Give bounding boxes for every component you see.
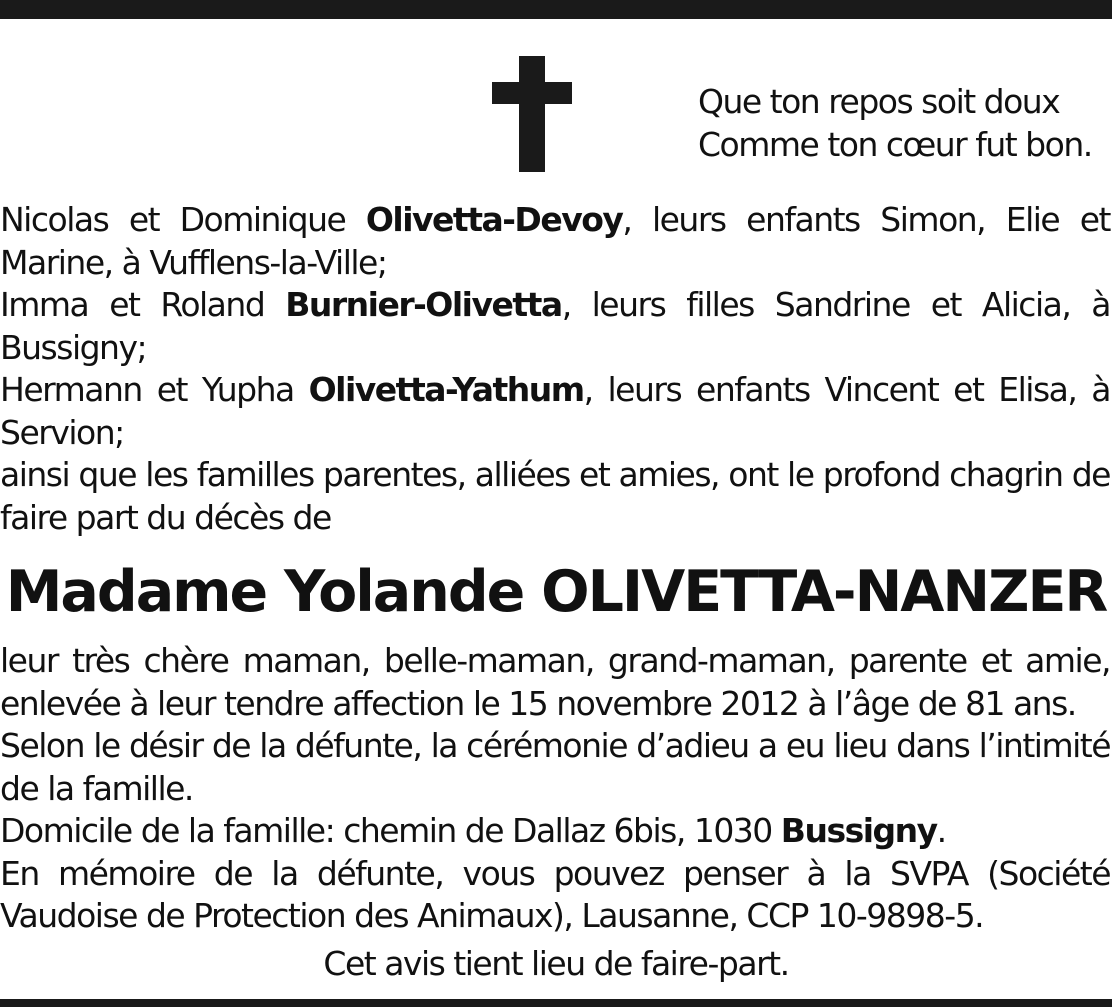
domicile-address: Domicile de la famille: chemin de Dallaz 6bis, 1030: [0, 811, 781, 850]
domicile-town: Bussigny: [780, 811, 937, 850]
top-border: [0, 0, 1112, 19]
family-first-names: Nicolas et Dominique: [0, 200, 366, 239]
family-entry: [0, 369, 1110, 454]
relation-line-2: enlevée à leur tendre affection le 15 novembre 2012 à l’âge de 81 ans.: [0, 683, 1076, 723]
family-entry: [0, 284, 1110, 369]
relation-line-1: leur très chère maman, belle-maman, grand-maman, parente et amie,: [0, 641, 1110, 680]
deceased-name: Madame Yolande OLIVETTA-NANZER: [5, 559, 1107, 625]
family-entry: [0, 199, 1110, 284]
family-details: , leurs enfants Vincent et Elisa, à Servion;: [0, 370, 1110, 452]
epigraph: [698, 80, 1098, 166]
cross-horizontal-bar: [492, 82, 572, 104]
ceremony-text: Selon le désir de la défunte, la cérémonie d’adieu a eu lieu dans l’intimité de la famille.: [0, 726, 1110, 808]
domicile-text: [0, 810, 1110, 853]
family-list: [0, 199, 1110, 539]
family-surname: Olivetta-Yathum: [308, 370, 584, 409]
family-first-names: Hermann et Yupha: [0, 370, 309, 409]
notice-details: [0, 640, 1110, 938]
announcement-text: ainsi que les familles parentes, alliées et amies, ont le profond chagrin de faire part du décès de: [0, 455, 1110, 537]
cross-icon: [492, 56, 572, 172]
domicile-suffix: .: [936, 811, 946, 850]
epigraph-line-1: Que ton repos soit doux: [698, 82, 1060, 121]
cross-vertical-bar: [519, 56, 545, 172]
family-first-names: Imma et Roland: [0, 285, 286, 324]
family-surname: Olivetta-Devoy: [365, 200, 623, 239]
bottom-border: [0, 999, 1112, 1007]
epigraph-line-2: Comme ton cœur fut bon.: [698, 125, 1092, 164]
family-surname: Burnier-Olivetta: [285, 285, 562, 324]
closing-text: Cet avis tient lieu de faire-part.: [323, 944, 789, 983]
family-details: , leurs filles Sandrine et Alicia, à Bussigny;: [0, 285, 1110, 367]
family-details: , leurs enfants Simon, Elie et Marine, à Vufflens-la-Ville;: [0, 200, 1110, 282]
memorial-text: En mémoire de la défunte, vous pouvez penser à la SVPA (Société Vaudoise de Protection des Animaux), Lausanne, CCP 10-9898-5.: [0, 853, 1110, 935]
